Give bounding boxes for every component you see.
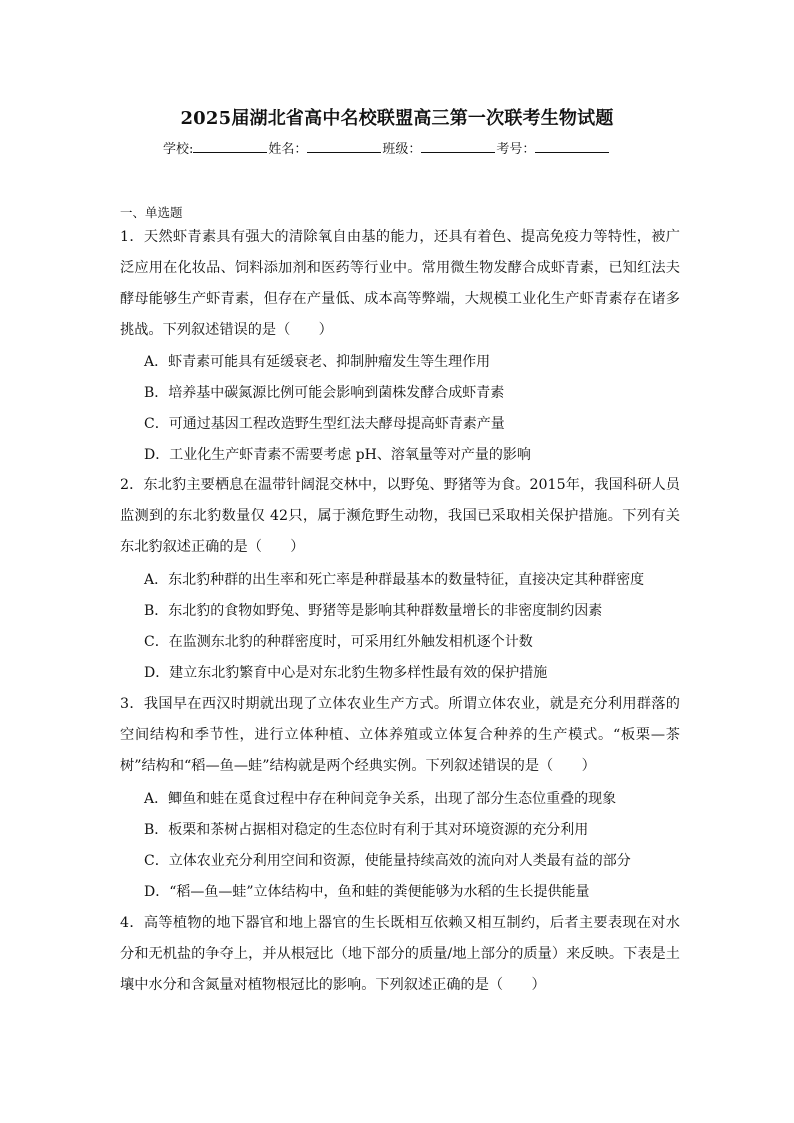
exam-no-label: 考号： xyxy=(496,142,536,157)
question-1-option-b: B．培养基中碳氮源比例可能会影响到菌株发酵合成虾青素 xyxy=(144,385,505,401)
name-blank xyxy=(307,140,381,153)
question-2-option-a: A．东北豹种群的出生率和死亡率是种群最基本的数量特征，直接决定其种群密度 xyxy=(144,572,645,588)
question-1-option-a: A．虾青素可能具有延缓衰老、抑制肿瘤发生等生理作用 xyxy=(144,354,491,370)
question-3-option-c: C．立体农业充分利用空间和资源，使能量持续高效的流向对人类最有益的部分 xyxy=(144,853,631,869)
question-1-option-c: C．可通过基因工程改造野生型红法夫酵母提高虾青素产量 xyxy=(144,416,505,432)
exam-title: 2025届湖北省高中名校联盟高三第一次联考生物试题 xyxy=(180,108,614,129)
school-label: 学校: xyxy=(163,142,194,157)
question-3-option-b: B．板栗和茶树占据相对稳定的生态位时有利于其对环境资源的充分利用 xyxy=(144,822,589,838)
question-2-option-d: D．建立东北豹繁育中心是对东北豹生物多样性最有效的保护措施 xyxy=(144,665,548,681)
question-3-option-a: A．鲫鱼和蛙在觅食过程中存在种间竞争关系，出现了部分生态位重叠的现象 xyxy=(144,791,617,807)
question-3-option-d: D．“稻—鱼—蛙”立体结构中，鱼和蛙的粪便能够为水稻的生长提供能量 xyxy=(144,884,590,900)
class-label: 班级： xyxy=(382,142,422,157)
question-2-option-c: C．在监测东北豹的种群密度时，可采用红外触发相机逐个计数 xyxy=(144,634,533,650)
question-1-option-d: D．工业化生产虾青素不需要考虑 pH、溶氧量等对产量的影响 xyxy=(144,447,531,463)
school-blank xyxy=(193,140,267,153)
name-field xyxy=(268,138,382,157)
exam-no-field xyxy=(496,138,610,157)
class-field xyxy=(382,138,496,157)
question-2-option-b: B．东北豹的食物如野兔、野猪等是影响其种群数量增长的非密度制约因素 xyxy=(144,603,603,619)
question-3-stem: 3．我国早在西汉时期就出现了立体农业生产方式。所谓立体农业，就是充分利用群落的空间结构和季节性，进行立体种植、立体养殖或立体复合种养的生产模式。“板栗—茶树”结构和“稻—鱼—蛙”结构就是两个经典实例。下列叙述错误的是（ ） xyxy=(120,696,680,774)
question-4-stem: 4．高等植物的地下器官和地上器官的生长既相互依赖又相互制约，后者主要表现在对水分和无机盐的争夺上，并从根冠比（地下部分的质量/地上部分的质量）来反映。下表是土壤中水分和含氮量对植物根冠比的影响。下列叙述正确的是（ ） xyxy=(120,915,680,993)
school-field xyxy=(163,138,268,157)
question-1-stem: 1．天然虾青素具有强大的清除氧自由基的能力，还具有着色、提高免疫力等特性，被广泛应用在化妆品、饲料添加剂和医药等行业中。常用微生物发酵合成虾青素，已知红法夫酵母能够生产虾青素，但存在产量低、成本高等弊端，大规模工业化生产虾青素存在诸多挑战。下列叙述错误的是（ ） xyxy=(120,229,680,338)
question-2-stem: 2．东北豹主要栖息在温带针阔混交林中，以野兔、野猪等为食。2015年，我国科研人员监测到的东北豹数量仅 42只，属于濒危野生动物，我国已采取相关保护措施。下列有关东北豹叙述正确的是（ ） xyxy=(120,477,680,555)
section-heading: 一、单选题 xyxy=(120,205,183,220)
student-info-line xyxy=(163,138,610,157)
class-blank xyxy=(421,140,495,153)
exam-no-blank xyxy=(535,140,609,153)
name-label: 姓名： xyxy=(268,142,308,157)
